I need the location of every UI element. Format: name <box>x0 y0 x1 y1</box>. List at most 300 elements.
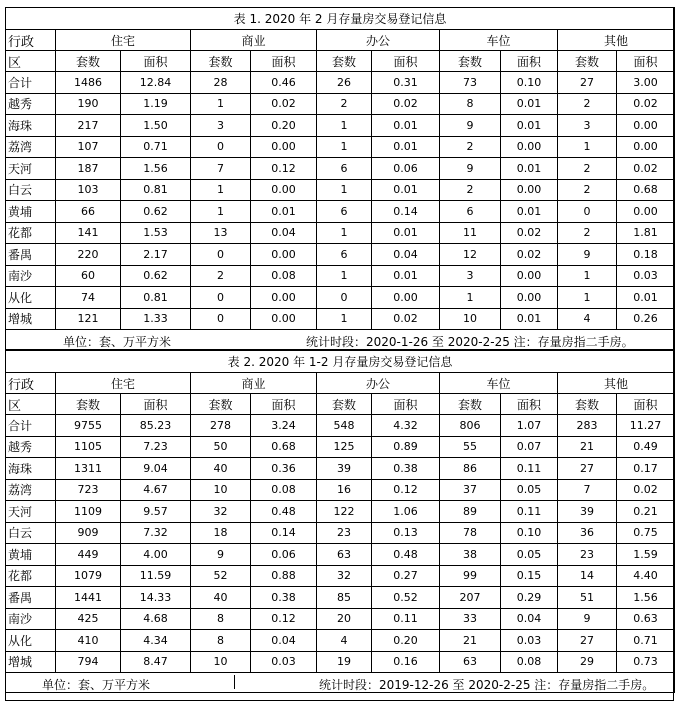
data-cell: 0.12 <box>372 479 440 501</box>
area-header: 面积 <box>501 51 558 72</box>
data-cell: 1 <box>317 136 372 158</box>
district-name: 荔湾 <box>6 479 56 501</box>
data-cell: 40 <box>191 458 251 480</box>
data-cell: 0.71 <box>617 630 675 652</box>
data-cell: 0.11 <box>501 458 558 480</box>
data-cell: 2 <box>191 265 251 287</box>
data-cell: 0.02 <box>501 244 558 266</box>
area-header: 面积 <box>372 394 440 415</box>
data-cell: 425 <box>56 608 121 630</box>
group-header-row <box>6 373 675 394</box>
district-name: 越秀 <box>6 436 56 458</box>
table-row <box>6 308 675 330</box>
data-cell: 1486 <box>56 72 121 94</box>
count-header: 套数 <box>317 51 372 72</box>
group-header: 商业 <box>191 373 317 394</box>
group-header: 住宅 <box>56 30 191 51</box>
table-title: 表 2. 2020 年 1-2 月存量房交易登记信息 <box>6 351 675 373</box>
data-cell: 1 <box>317 115 372 137</box>
data-cell: 121 <box>56 308 121 330</box>
footer-line <box>6 330 674 349</box>
data-cell: 0.01 <box>251 201 317 223</box>
group-header: 办公 <box>317 373 440 394</box>
data-cell: 7.32 <box>121 522 191 544</box>
data-cell: 1 <box>317 265 372 287</box>
data-cell: 32 <box>317 565 372 587</box>
data-cell: 18 <box>191 522 251 544</box>
count-header: 套数 <box>191 51 251 72</box>
data-cell: 0.06 <box>372 158 440 180</box>
data-cell: 1.53 <box>121 222 191 244</box>
data-cell: 0.38 <box>372 458 440 480</box>
data-cell: 21 <box>558 436 617 458</box>
data-cell: 0.03 <box>251 651 317 673</box>
group-header: 车位 <box>440 30 558 51</box>
data-cell: 0.00 <box>617 201 675 223</box>
footer-cell <box>6 673 675 693</box>
data-cell: 1 <box>317 179 372 201</box>
district-name: 增城 <box>6 308 56 330</box>
count-header: 套数 <box>191 394 251 415</box>
data-cell: 8 <box>191 608 251 630</box>
table-row <box>6 201 675 223</box>
data-cell: 1 <box>440 287 501 309</box>
data-cell: 0.21 <box>617 501 675 523</box>
footer-row <box>6 673 675 693</box>
district-name: 海珠 <box>6 115 56 137</box>
data-cell: 125 <box>317 436 372 458</box>
district-name: 南沙 <box>6 265 56 287</box>
data-cell: 1 <box>317 222 372 244</box>
data-cell: 6 <box>317 244 372 266</box>
data-cell: 27 <box>558 630 617 652</box>
data-cell: 0.07 <box>501 436 558 458</box>
data-cell: 0.01 <box>372 115 440 137</box>
data-cell: 806 <box>440 415 501 437</box>
table-row <box>6 544 675 566</box>
data-cell: 52 <box>191 565 251 587</box>
data-cell: 1.59 <box>617 544 675 566</box>
data-cell: 23 <box>558 544 617 566</box>
data-cell: 86 <box>440 458 501 480</box>
data-cell: 0.01 <box>501 115 558 137</box>
data-cell: 1 <box>558 136 617 158</box>
data-cell: 10 <box>440 308 501 330</box>
data-cell: 0.11 <box>501 501 558 523</box>
data-cell: 0.52 <box>372 587 440 609</box>
data-cell: 0.00 <box>617 115 675 137</box>
data-cell: 190 <box>56 93 121 115</box>
data-cell: 14.33 <box>121 587 191 609</box>
data-cell: 9 <box>440 158 501 180</box>
data-cell: 0.02 <box>501 222 558 244</box>
data-cell: 37 <box>440 479 501 501</box>
data-cell: 0.36 <box>251 458 317 480</box>
data-cell: 207 <box>440 587 501 609</box>
data-cell: 0.20 <box>251 115 317 137</box>
data-cell: 0.16 <box>372 651 440 673</box>
district-header-top: 行政 <box>6 30 56 51</box>
data-cell: 0.14 <box>251 522 317 544</box>
data-cell: 0.48 <box>372 544 440 566</box>
data-cell: 0.27 <box>372 565 440 587</box>
data-cell: 11.59 <box>121 565 191 587</box>
sub-header-row <box>6 394 675 415</box>
table-row <box>6 222 675 244</box>
data-cell: 1 <box>191 179 251 201</box>
data-cell: 0.01 <box>501 308 558 330</box>
data-cell: 1 <box>191 93 251 115</box>
data-cell: 11.27 <box>617 415 675 437</box>
data-cell: 50 <box>191 436 251 458</box>
data-cell: 4 <box>558 308 617 330</box>
data-cell: 0.75 <box>617 522 675 544</box>
district-name: 花都 <box>6 222 56 244</box>
footer-cell <box>6 330 675 350</box>
count-header: 套数 <box>558 51 617 72</box>
district-name: 越秀 <box>6 93 56 115</box>
district-name: 合计 <box>6 415 56 437</box>
footer-note: 统计时段：2019-12-26 至 2020-2-25 注：存量房指二手房。 <box>319 678 655 692</box>
district-name: 南沙 <box>6 608 56 630</box>
district-header-bottom: 区 <box>6 51 56 72</box>
district-name: 白云 <box>6 179 56 201</box>
table-row <box>6 93 675 115</box>
data-cell: 10 <box>191 651 251 673</box>
data-cell: 2 <box>440 179 501 201</box>
data-cell: 3 <box>191 115 251 137</box>
data-cell: 0.62 <box>121 201 191 223</box>
data-cell: 0.46 <box>251 72 317 94</box>
data-cell: 8 <box>191 630 251 652</box>
group-header: 车位 <box>440 373 558 394</box>
count-header: 套数 <box>440 51 501 72</box>
district-name: 从化 <box>6 287 56 309</box>
data-cell: 6 <box>440 201 501 223</box>
data-cell: 0.03 <box>617 265 675 287</box>
data-cell: 6 <box>317 158 372 180</box>
data-cell: 1 <box>317 308 372 330</box>
data-cell: 9.04 <box>121 458 191 480</box>
data-cell: 548 <box>317 415 372 437</box>
data-cell: 89 <box>440 501 501 523</box>
data-cell: 12.84 <box>121 72 191 94</box>
district-name: 番禺 <box>6 587 56 609</box>
data-cell: 0.00 <box>501 179 558 201</box>
data-cell: 0.08 <box>251 479 317 501</box>
data-cell: 51 <box>558 587 617 609</box>
district-name: 黄埔 <box>6 544 56 566</box>
district-name: 黄埔 <box>6 201 56 223</box>
table-row <box>6 651 675 673</box>
data-cell: 2 <box>558 222 617 244</box>
data-cell: 0.62 <box>121 265 191 287</box>
data-cell: 9 <box>558 244 617 266</box>
data-cell: 0.08 <box>501 651 558 673</box>
data-cell: 2 <box>558 158 617 180</box>
group-header: 其他 <box>558 373 675 394</box>
data-cell: 9755 <box>56 415 121 437</box>
data-cell: 0.68 <box>251 436 317 458</box>
data-cell: 0.01 <box>501 201 558 223</box>
data-cell: 33 <box>440 608 501 630</box>
data-cell: 6 <box>317 201 372 223</box>
count-header: 套数 <box>558 394 617 415</box>
data-cell: 909 <box>56 522 121 544</box>
data-cell: 7.23 <box>121 436 191 458</box>
data-cell: 0.15 <box>501 565 558 587</box>
table-row <box>6 158 675 180</box>
data-cell: 2 <box>558 179 617 201</box>
table-row <box>6 458 675 480</box>
data-cell: 2 <box>558 93 617 115</box>
data-cell: 2 <box>440 136 501 158</box>
data-cell: 1.07 <box>501 415 558 437</box>
data-cell: 55 <box>440 436 501 458</box>
district-name: 合计 <box>6 72 56 94</box>
table-row <box>6 179 675 201</box>
data-cell: 0 <box>191 308 251 330</box>
data-cell: 4.32 <box>372 415 440 437</box>
data-cell: 28 <box>191 72 251 94</box>
table-row <box>6 415 675 437</box>
data-cell: 0.00 <box>501 136 558 158</box>
data-cell: 0.01 <box>372 179 440 201</box>
data-cell: 0.01 <box>501 158 558 180</box>
district-name: 天河 <box>6 158 56 180</box>
data-cell: 0.05 <box>501 479 558 501</box>
data-cell: 0.68 <box>617 179 675 201</box>
data-cell: 0.01 <box>372 222 440 244</box>
data-cell: 0.01 <box>372 265 440 287</box>
data-cell: 1.56 <box>121 158 191 180</box>
data-cell: 0.13 <box>372 522 440 544</box>
data-cell: 1441 <box>56 587 121 609</box>
data-cell: 794 <box>56 651 121 673</box>
table-title: 表 1. 2020 年 2 月存量房交易登记信息 <box>6 8 675 30</box>
district-header-bottom: 区 <box>6 394 56 415</box>
data-cell: 10 <box>191 479 251 501</box>
data-cell: 1.19 <box>121 93 191 115</box>
footer-unit: 单位：套、万平方米 <box>42 678 151 692</box>
data-cell: 0.10 <box>501 522 558 544</box>
data-cell: 21 <box>440 630 501 652</box>
data-cell: 0.03 <box>501 630 558 652</box>
data-cell: 283 <box>558 415 617 437</box>
data-cell: 11 <box>440 222 501 244</box>
table-row <box>6 436 675 458</box>
data-cell: 1311 <box>56 458 121 480</box>
data-cell: 0.04 <box>372 244 440 266</box>
data-cell: 0.01 <box>501 93 558 115</box>
data-cell: 0 <box>191 136 251 158</box>
data-cell: 1.81 <box>617 222 675 244</box>
area-header: 面积 <box>372 51 440 72</box>
group-header: 商业 <box>191 30 317 51</box>
table-row <box>6 115 675 137</box>
data-cell: 278 <box>191 415 251 437</box>
table-row <box>6 72 675 94</box>
group-header: 住宅 <box>56 373 191 394</box>
data-cell: 26 <box>317 72 372 94</box>
data-cell: 0.00 <box>251 136 317 158</box>
data-cell: 66 <box>56 201 121 223</box>
data-cell: 40 <box>191 587 251 609</box>
data-cell: 3.00 <box>617 72 675 94</box>
data-cell: 3.24 <box>251 415 317 437</box>
data-cell: 39 <box>558 501 617 523</box>
data-cell: 60 <box>56 265 121 287</box>
footer-divider <box>234 675 235 689</box>
district-name: 番禺 <box>6 244 56 266</box>
district-name: 增城 <box>6 651 56 673</box>
footer-line <box>6 673 674 692</box>
data-cell: 7 <box>191 158 251 180</box>
data-cell: 0.48 <box>251 501 317 523</box>
group-header: 其他 <box>558 30 675 51</box>
data-cell: 38 <box>440 544 501 566</box>
data-cell: 0.05 <box>501 544 558 566</box>
data-cell: 0.89 <box>372 436 440 458</box>
data-cell: 217 <box>56 115 121 137</box>
data-cell: 0.71 <box>121 136 191 158</box>
data-cell: 141 <box>56 222 121 244</box>
title-row <box>6 351 675 373</box>
data-cell: 0.11 <box>372 608 440 630</box>
data-cell: 20 <box>317 608 372 630</box>
district-name: 天河 <box>6 501 56 523</box>
data-cell: 0.02 <box>617 158 675 180</box>
data-cell: 0.49 <box>617 436 675 458</box>
data-cell: 14 <box>558 565 617 587</box>
district-name: 荔湾 <box>6 136 56 158</box>
data-cell: 9.57 <box>121 501 191 523</box>
area-header: 面积 <box>501 394 558 415</box>
data-cell: 0.26 <box>617 308 675 330</box>
data-cell: 103 <box>56 179 121 201</box>
data-cell: 1.33 <box>121 308 191 330</box>
district-name: 花都 <box>6 565 56 587</box>
data-cell: 1 <box>558 265 617 287</box>
data-cell: 0.01 <box>617 287 675 309</box>
data-cell: 23 <box>317 522 372 544</box>
district-name: 白云 <box>6 522 56 544</box>
data-cell: 1109 <box>56 501 121 523</box>
count-header: 套数 <box>56 394 121 415</box>
data-cell: 19 <box>317 651 372 673</box>
data-cell: 13 <box>191 222 251 244</box>
data-cell: 27 <box>558 72 617 94</box>
title-row <box>6 8 675 30</box>
data-cell: 0.38 <box>251 587 317 609</box>
data-cell: 0.00 <box>251 308 317 330</box>
data-cell: 0.02 <box>251 93 317 115</box>
data-cell: 4.68 <box>121 608 191 630</box>
table-row <box>6 287 675 309</box>
data-cell: 8 <box>440 93 501 115</box>
data-cell: 1 <box>558 287 617 309</box>
data-cell: 0.02 <box>372 93 440 115</box>
data-cell: 4.00 <box>121 544 191 566</box>
data-cell: 0 <box>317 287 372 309</box>
data-cell: 3 <box>440 265 501 287</box>
area-header: 面积 <box>121 394 191 415</box>
data-cell: 0.00 <box>372 287 440 309</box>
data-cell: 9 <box>440 115 501 137</box>
group-header: 办公 <box>317 30 440 51</box>
data-cell: 0.63 <box>617 608 675 630</box>
data-cell: 0.14 <box>372 201 440 223</box>
data-cell: 39 <box>317 458 372 480</box>
data-cell: 0.81 <box>121 179 191 201</box>
data-cell: 0.00 <box>251 287 317 309</box>
data-cell: 29 <box>558 651 617 673</box>
data-cell: 9 <box>191 544 251 566</box>
data-cell: 1105 <box>56 436 121 458</box>
data-cell: 0 <box>191 244 251 266</box>
data-cell: 1079 <box>56 565 121 587</box>
data-cell: 0.12 <box>251 608 317 630</box>
data-cell: 0 <box>558 201 617 223</box>
area-header: 面积 <box>617 394 675 415</box>
table-row <box>6 587 675 609</box>
area-header: 面积 <box>251 51 317 72</box>
data-cell: 0.00 <box>501 265 558 287</box>
data-cell: 0.08 <box>251 265 317 287</box>
data-cell: 63 <box>317 544 372 566</box>
table-row <box>6 501 675 523</box>
table-2 <box>5 350 675 693</box>
data-cell: 4.67 <box>121 479 191 501</box>
data-cell: 85.23 <box>121 415 191 437</box>
area-header: 面积 <box>121 51 191 72</box>
data-cell: 85 <box>317 587 372 609</box>
data-cell: 16 <box>317 479 372 501</box>
data-cell: 0.02 <box>617 479 675 501</box>
data-cell: 74 <box>56 287 121 309</box>
data-cell: 0.29 <box>501 587 558 609</box>
area-header: 面积 <box>617 51 675 72</box>
data-cell: 78 <box>440 522 501 544</box>
count-header: 套数 <box>317 394 372 415</box>
data-cell: 1 <box>191 201 251 223</box>
data-cell: 0.04 <box>251 630 317 652</box>
table-row <box>6 244 675 266</box>
table-row <box>6 265 675 287</box>
data-cell: 32 <box>191 501 251 523</box>
count-header: 套数 <box>56 51 121 72</box>
data-cell: 27 <box>558 458 617 480</box>
data-cell: 8.47 <box>121 651 191 673</box>
data-cell: 0.02 <box>617 93 675 115</box>
data-cell: 0.17 <box>617 458 675 480</box>
data-cell: 1.50 <box>121 115 191 137</box>
data-cell: 2.17 <box>121 244 191 266</box>
data-cell: 0.02 <box>372 308 440 330</box>
district-name: 从化 <box>6 630 56 652</box>
footer-unit: 单位：套、万平方米 <box>63 335 172 349</box>
data-cell: 0.31 <box>372 72 440 94</box>
data-cell: 99 <box>440 565 501 587</box>
data-cell: 63 <box>440 651 501 673</box>
data-cell: 0.01 <box>372 136 440 158</box>
district-header-top: 行政 <box>6 373 56 394</box>
table-row <box>6 479 675 501</box>
table-row <box>6 565 675 587</box>
table-1 <box>5 7 675 350</box>
data-cell: 122 <box>317 501 372 523</box>
data-cell: 4.34 <box>121 630 191 652</box>
